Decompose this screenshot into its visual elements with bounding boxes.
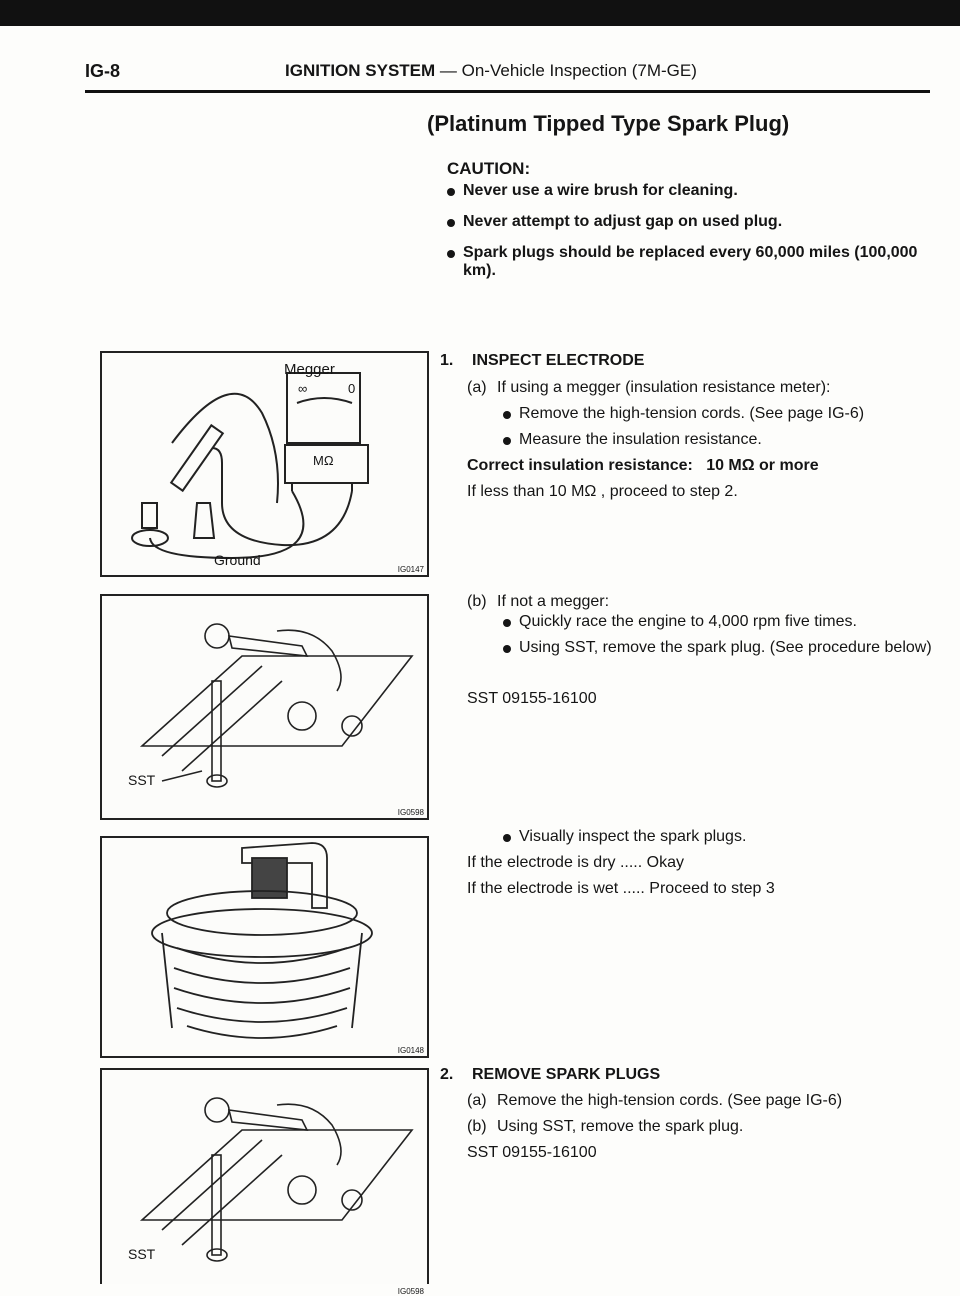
sst-label: SST xyxy=(128,1246,156,1262)
step1-b-item: Using SST, remove the spark plug. (See procedure below) xyxy=(503,639,943,657)
step1-b-text: If not a megger: xyxy=(497,593,610,610)
extension-bar xyxy=(212,1155,221,1255)
bullet-icon xyxy=(447,188,455,196)
section-title: (Platinum Tipped Type Spark Plug) xyxy=(427,111,790,136)
step2-number: 2. xyxy=(440,1066,454,1083)
step1-a-text: If using a megger (insulation resistance meter): xyxy=(497,379,831,396)
spec-line xyxy=(467,457,819,475)
figure-megger xyxy=(100,351,429,577)
bullet-icon xyxy=(503,619,511,627)
step1-b-label: (b) xyxy=(467,593,487,610)
ratchet-handle xyxy=(229,636,307,656)
caution-item: Never use a wire brush for cleaning. xyxy=(447,182,937,200)
hand-outline xyxy=(277,1104,341,1165)
figure-id: IG0598 xyxy=(397,1287,424,1296)
figure-sst-removal-2 xyxy=(100,1068,429,1296)
step1-number: 1. xyxy=(440,352,454,369)
wet-result: If the electrode is wet ..... Proceed to step 3 xyxy=(467,880,775,897)
megger-label: Megger xyxy=(284,361,335,378)
page-code: IG-8 xyxy=(85,61,121,81)
dry-result: If the electrode is dry ..... Okay xyxy=(467,854,684,871)
step1-title: INSPECT ELECTRODE xyxy=(472,352,645,369)
less-text: If less than 10 MΩ , proceed to step 2. xyxy=(467,483,738,500)
bullet-icon xyxy=(447,250,455,258)
header-title-bold: IGNITION SYSTEM xyxy=(285,61,436,80)
caution-item: Spark plugs should be replaced every 60,000 miles (100,000 km). xyxy=(447,244,937,280)
top-scan-bar xyxy=(0,0,960,26)
ratchet-head xyxy=(205,1098,229,1122)
bullet-icon xyxy=(447,219,455,227)
extension-bar xyxy=(212,681,221,781)
step1-a-item: Remove the high-tension cords. (See page IG-6) xyxy=(503,405,864,423)
sst-label: SST xyxy=(128,772,156,788)
step2-b-label: (b) xyxy=(467,1118,487,1135)
unit-label: MΩ xyxy=(313,453,334,468)
infinity-label: ∞ xyxy=(298,381,308,396)
header-title xyxy=(285,61,697,81)
step2-a-label: (a) xyxy=(467,1092,487,1109)
megger-illustration xyxy=(102,353,427,575)
hand-outline xyxy=(277,630,341,691)
zero-label: 0 xyxy=(348,381,356,396)
ground-label: Ground xyxy=(214,552,261,568)
spec-label: Correct insulation resistance: xyxy=(467,457,693,474)
header-title-rest: — On-Vehicle Inspection (7M-GE) xyxy=(435,61,697,80)
bullet-icon xyxy=(503,834,511,842)
caution-block xyxy=(447,159,937,293)
spark-plug-illustration xyxy=(102,838,427,1056)
step1-a-label: (a) xyxy=(467,379,487,396)
spec-value: 10 MΩ or more xyxy=(706,457,819,474)
caution-item: Never attempt to adjust gap on used plug. xyxy=(447,213,937,231)
page-header xyxy=(85,56,930,93)
bullet-icon xyxy=(503,437,511,445)
figure-id: IG0147 xyxy=(397,565,424,574)
visual-inspect: Visually inspect the spark plugs. xyxy=(503,828,746,846)
bullet-icon xyxy=(503,411,511,419)
ratchet-handle xyxy=(229,1110,307,1130)
figure-sst-removal xyxy=(100,594,429,820)
step1-b-sst: SST 09155-16100 xyxy=(467,690,597,707)
step2-a-text: Remove the high-tension cords. (See page IG-6) xyxy=(497,1092,843,1109)
step2-title: REMOVE SPARK PLUGS xyxy=(472,1066,661,1083)
step2-b-text: Using SST, remove the spark plug. xyxy=(497,1118,744,1135)
caution-label: CAUTION: xyxy=(447,159,531,178)
bullet-icon xyxy=(503,645,511,653)
step2-sst: SST 09155-16100 xyxy=(467,1144,597,1161)
step1-a-item: Measure the insulation resistance. xyxy=(503,431,762,449)
figure-spark-plug xyxy=(100,836,429,1058)
megger-lead-wire xyxy=(172,394,278,503)
ratchet-head xyxy=(205,624,229,648)
figure-id: IG0148 xyxy=(397,1046,424,1055)
figure-id: IG0598 xyxy=(397,808,424,817)
step1-b-item: Quickly race the engine to 4,000 rpm five times. xyxy=(503,613,857,631)
